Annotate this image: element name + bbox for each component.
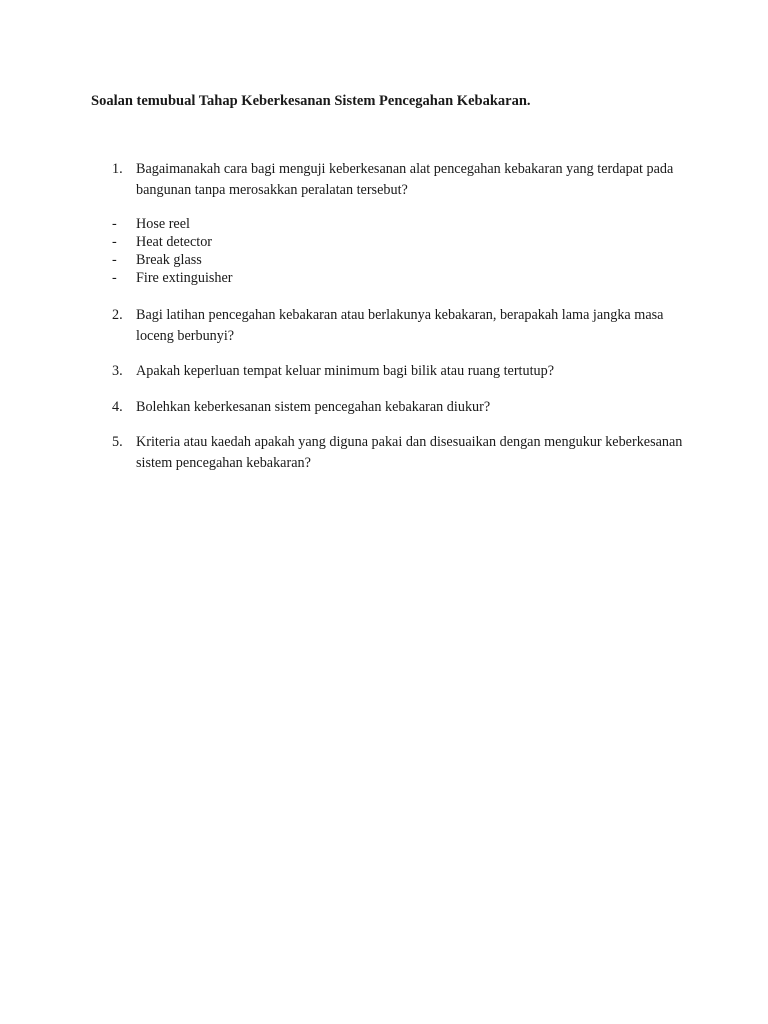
question-number: 3.	[112, 363, 123, 379]
question-item	[112, 397, 692, 418]
question-number: 2.	[112, 307, 123, 323]
equipment-label: Heat detector	[136, 234, 213, 250]
question-number: 5.	[112, 434, 123, 450]
question-item	[112, 305, 692, 347]
question-text: Apakah keperluan tempat keluar minimum bagi bilik atau ruang tertutup?	[136, 363, 555, 379]
question-text: Bagaimanakah cara bagi menguji keberkesanan alat pencegahan kebakaran yang terdapat pada bangunan tanpa merosakkan peralatan tersebut?	[136, 161, 674, 198]
bullet-dash: -	[112, 252, 117, 268]
bullet-dash: -	[112, 234, 117, 250]
question-item	[112, 159, 692, 201]
equipment-label: Break glass	[136, 252, 202, 268]
equipment-label: Hose reel	[136, 216, 190, 232]
question-item	[112, 432, 692, 474]
question-text: Kriteria atau kaedah apakah yang diguna pakai dan disesuaikan dengan mengukur keberkesanan sistem pencegahan kebakaran?	[136, 434, 683, 471]
question-text: Bagi latihan pencegahan kebakaran atau berlakunya kebakaran, berapakah lama jangka masa loceng berbunyi?	[136, 307, 664, 344]
question-item	[112, 361, 692, 382]
equipment-label: Fire extinguisher	[136, 270, 233, 286]
question-number: 4.	[112, 399, 123, 415]
bullet-dash: -	[112, 216, 117, 232]
bullet-dash: -	[112, 270, 117, 286]
document-title: Soalan temubual Tahap Keberkesanan Sistem Pencegahan Kebakaran.	[91, 93, 531, 109]
question-text: Bolehkan keberkesanan sistem pencegahan kebakaran diukur?	[136, 399, 491, 415]
question-number: 1.	[112, 161, 123, 177]
